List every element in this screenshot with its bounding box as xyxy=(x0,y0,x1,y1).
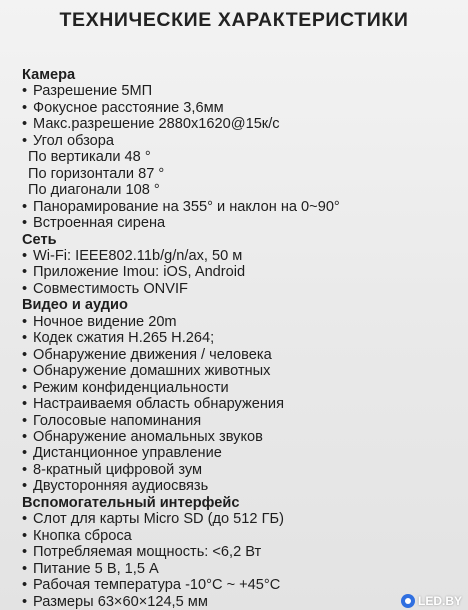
spec-item-text: Питание 5 В, 1,5 А xyxy=(33,560,159,577)
spec-item-text: По диагонали 108 ° xyxy=(28,182,160,199)
spec-item-text: Кнопка сброса xyxy=(33,527,132,544)
spec-item-text: Рабочая температура -10°C ~ +45°C xyxy=(33,577,281,594)
spec-item xyxy=(22,133,462,149)
spec-item xyxy=(22,429,462,445)
bullet-icon: • xyxy=(22,264,28,281)
brand-logo-icon xyxy=(401,594,415,608)
spec-item xyxy=(22,182,462,198)
spec-item xyxy=(22,347,462,363)
bullet-icon: • xyxy=(22,461,28,478)
spec-item-text: Дистанционное управление xyxy=(33,445,222,462)
spec-item-text: Настраиваемя область обнаружения xyxy=(33,396,284,413)
bullet-icon: • xyxy=(22,313,28,330)
bullet-icon: • xyxy=(22,99,28,116)
spec-item xyxy=(22,215,462,231)
spec-item-text: Обнаружение домашних животных xyxy=(33,363,271,380)
spec-item xyxy=(22,166,462,182)
spec-item xyxy=(22,380,462,396)
specs-list xyxy=(22,67,462,610)
spec-item xyxy=(22,149,462,165)
spec-item xyxy=(22,445,462,461)
bullet-icon: • xyxy=(22,198,28,215)
spec-item xyxy=(22,116,462,132)
spec-item-text: По горизонтали 87 ° xyxy=(28,165,165,182)
spec-section xyxy=(22,67,462,232)
spec-item-text: Ночное видение 20m xyxy=(33,313,177,330)
spec-item xyxy=(22,396,462,412)
spec-item-text: Двусторонняя аудиосвязь xyxy=(33,478,209,495)
spec-item-text: Панорамирование на 355° и наклон на 0~90° xyxy=(33,198,340,215)
spec-item xyxy=(22,462,462,478)
bullet-icon: • xyxy=(22,428,28,445)
spec-item-text: Фокусное расстояние 3,6мм xyxy=(33,99,224,116)
section-title: Видео и аудио xyxy=(22,297,128,314)
spec-item xyxy=(22,577,462,593)
spec-item-text: Обнаружение движения / человека xyxy=(33,346,272,363)
spec-item-text: Wi-Fi: IEEE802.11b/g/n/ax, 50 м xyxy=(33,247,243,264)
spec-item-text: Потребляемая мощность: <6,2 Вт xyxy=(33,544,262,561)
bullet-icon: • xyxy=(22,445,28,462)
bullet-icon: • xyxy=(22,478,28,495)
spec-item xyxy=(22,544,462,560)
watermark-text: LED.BY xyxy=(417,594,462,608)
spec-item xyxy=(22,264,462,280)
spec-item xyxy=(22,83,462,99)
spec-item-text: Угол обзора xyxy=(33,132,115,149)
spec-item-text: 8-кратный цифровой зум xyxy=(33,461,203,478)
section-title: Сеть xyxy=(22,231,57,248)
spec-section xyxy=(22,297,462,494)
spec-item-text: По вертикали 48 ° xyxy=(28,149,151,166)
spec-item xyxy=(22,330,462,346)
spec-item xyxy=(22,248,462,264)
bullet-icon: • xyxy=(22,577,28,594)
watermark xyxy=(401,594,462,608)
spec-item-text: Обнаружение аномальных звуков xyxy=(33,428,263,445)
spec-item-text: Голосовые напоминания xyxy=(33,412,202,429)
spec-item-text: Кодек сжатия H.265 H.264; xyxy=(33,330,215,347)
bullet-icon: • xyxy=(22,527,28,544)
bullet-icon: • xyxy=(22,560,28,577)
section-title: Камера xyxy=(22,67,76,83)
bullet-icon: • xyxy=(22,412,28,429)
bullet-icon: • xyxy=(22,215,28,232)
spec-item-text: Слот для карты Micro SD (до 512 ГБ) xyxy=(33,511,284,528)
spec-item-text: Совместимость ONVIF xyxy=(33,280,188,297)
page-title: ТЕХНИЧЕСКИЕ ХАРАКТЕРИСТИКИ xyxy=(59,9,409,31)
bullet-icon: • xyxy=(22,379,28,396)
bullet-icon: • xyxy=(22,544,28,561)
section-title: Вспомогательный интерфейс xyxy=(22,494,240,511)
bullet-icon: • xyxy=(22,346,28,363)
spec-item xyxy=(22,281,462,297)
spec-item xyxy=(22,528,462,544)
bullet-icon: • xyxy=(22,396,28,413)
spec-item xyxy=(22,561,462,577)
spec-item-text: Размеры 63×60×124,5 мм xyxy=(33,593,208,610)
bullet-icon: • xyxy=(22,593,28,610)
spec-item-text: Макс.разрешение 2880x1620@15к/с xyxy=(33,116,280,133)
spec-item xyxy=(22,511,462,527)
spec-item-text: Встроенная сирена xyxy=(33,215,166,232)
spec-item xyxy=(22,314,462,330)
spec-item xyxy=(22,100,462,116)
spec-section xyxy=(22,495,462,610)
bullet-icon: • xyxy=(22,280,28,297)
bullet-icon: • xyxy=(22,363,28,380)
spec-item-text: Приложение Imou: iOS, Android xyxy=(33,264,246,281)
spec-section xyxy=(22,232,462,298)
spec-item xyxy=(22,199,462,215)
bullet-icon: • xyxy=(22,511,28,528)
bullet-icon: • xyxy=(22,330,28,347)
spec-item xyxy=(22,594,462,610)
spec-item xyxy=(22,413,462,429)
bullet-icon: • xyxy=(22,132,28,149)
spec-item xyxy=(22,478,462,494)
bullet-icon: • xyxy=(22,116,28,133)
spec-item-text: Режим конфиденциальности xyxy=(33,379,229,396)
spec-item xyxy=(22,363,462,379)
bullet-icon: • xyxy=(22,247,28,264)
bullet-icon: • xyxy=(22,83,28,100)
spec-item-text: Разрешение 5МП xyxy=(33,83,153,100)
